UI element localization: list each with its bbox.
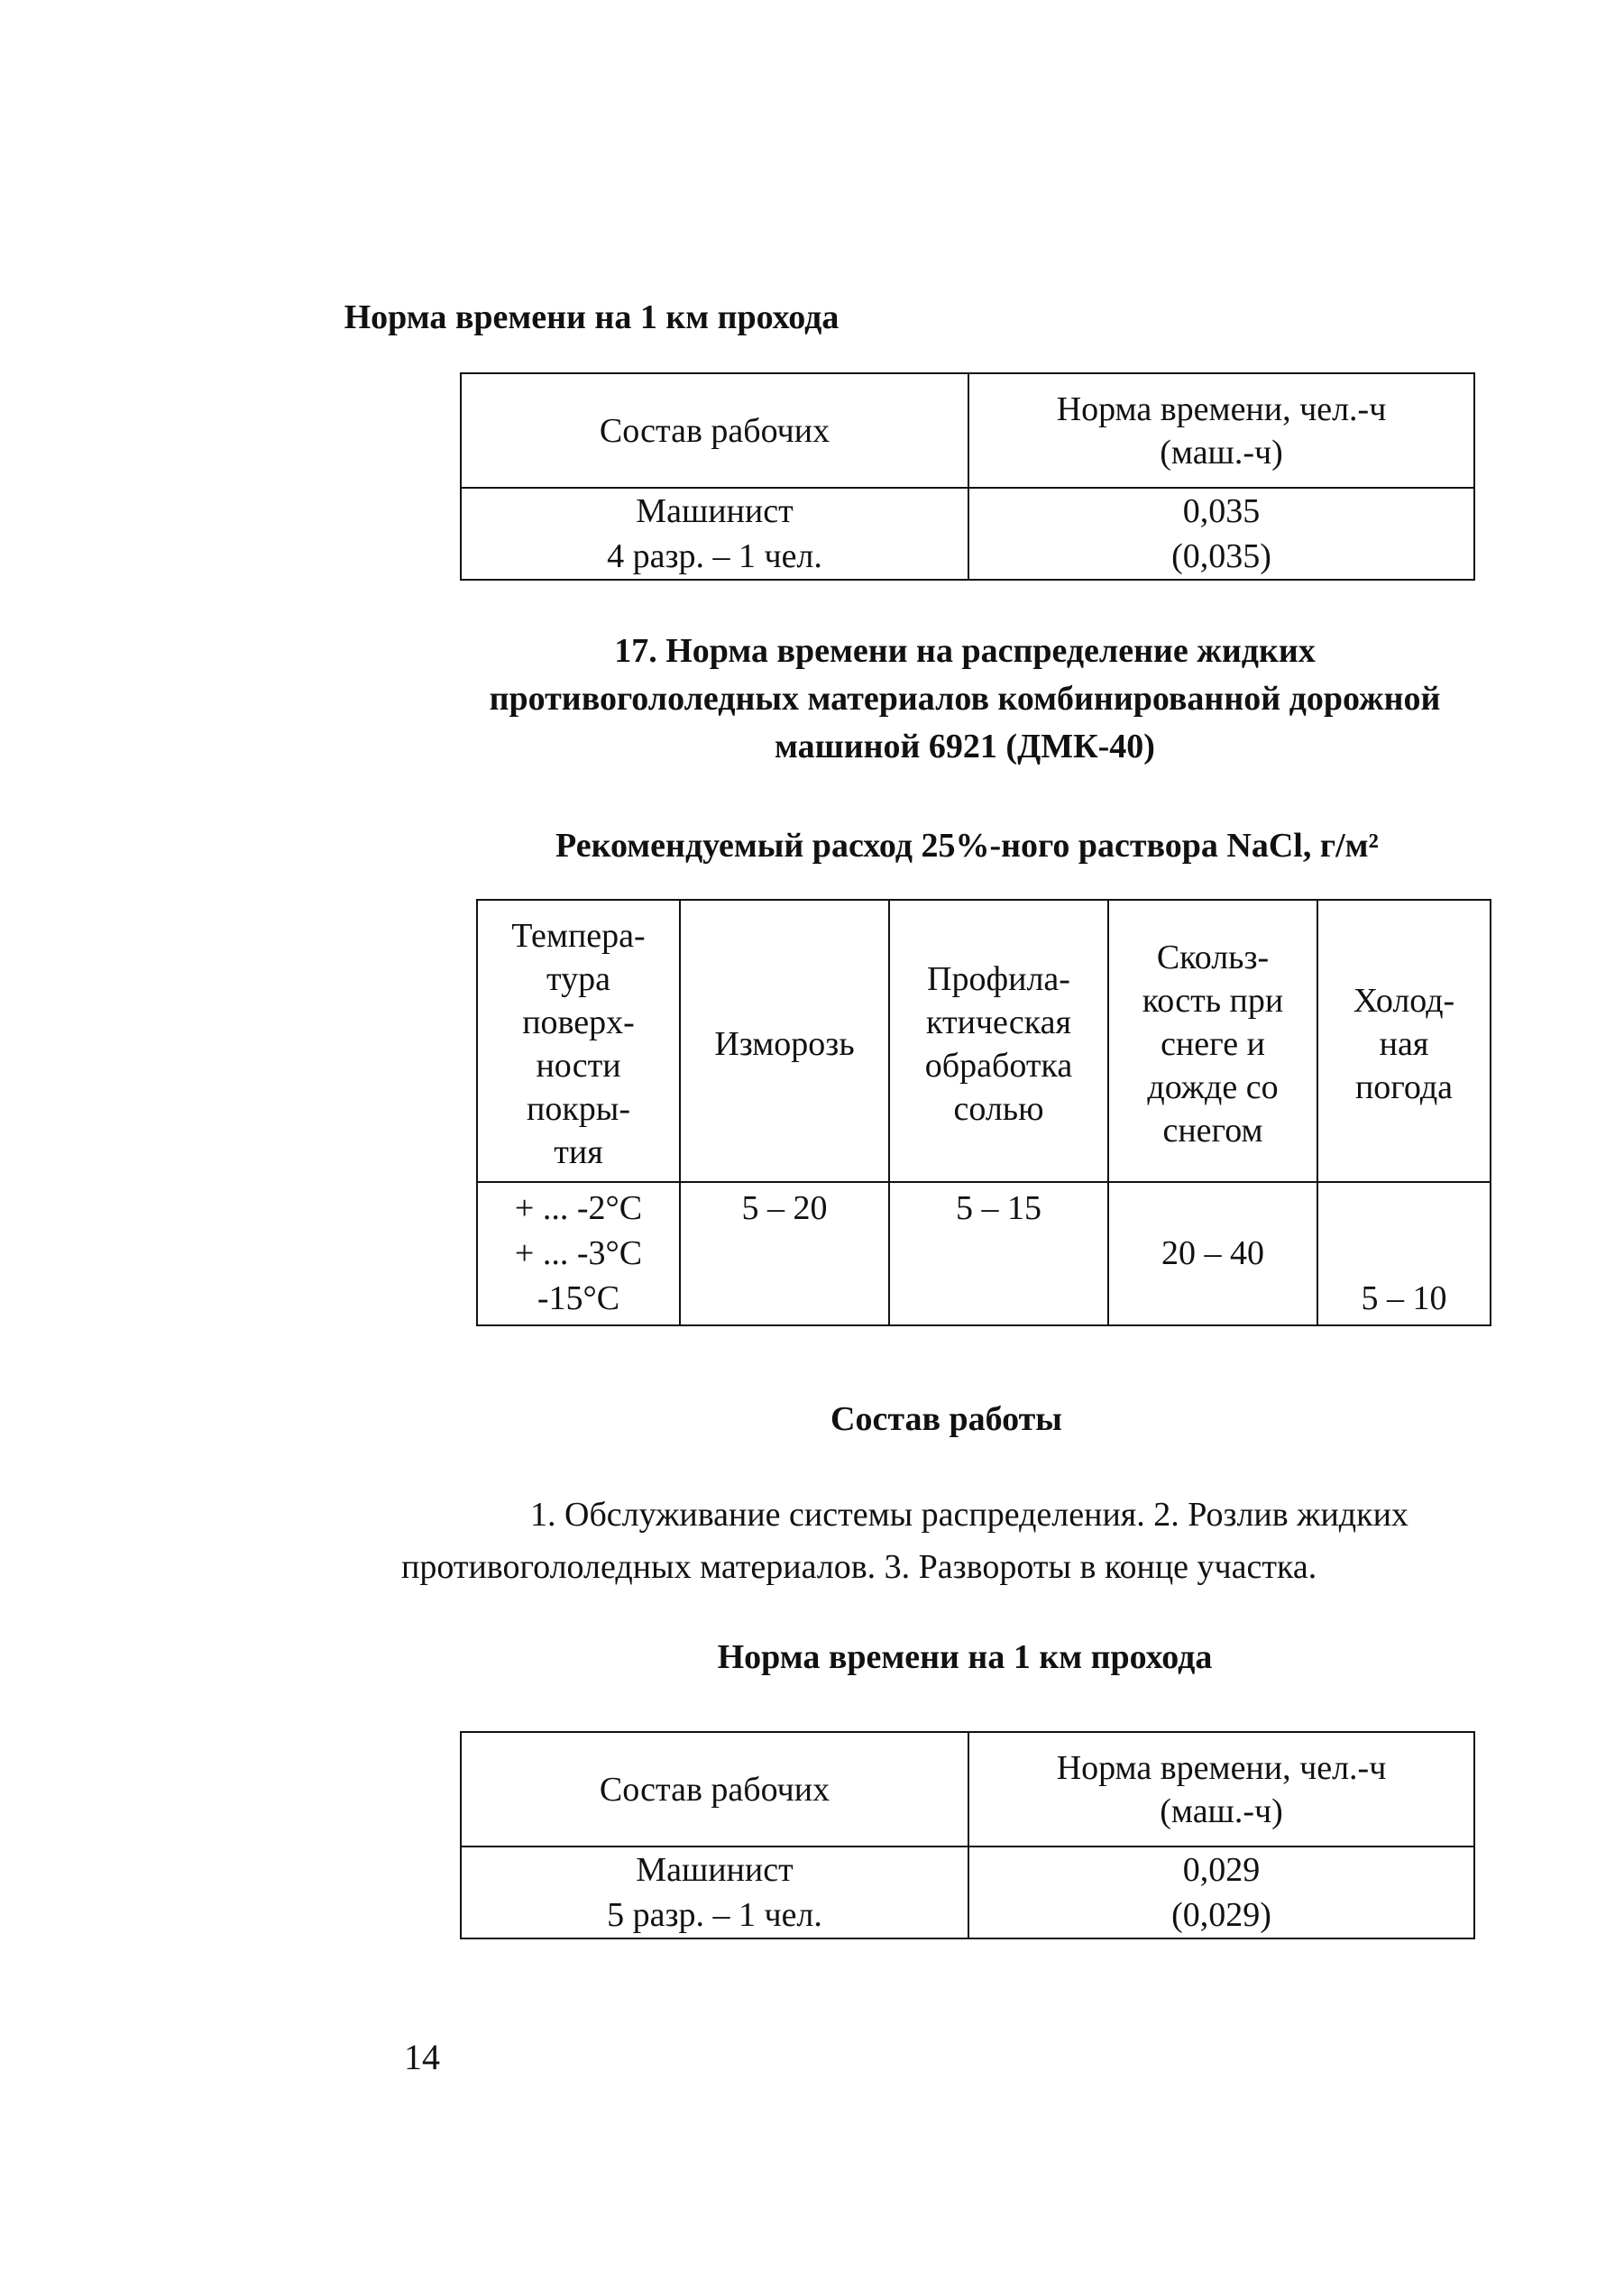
temperature-value: + ... -3°C <box>514 1233 643 1272</box>
cell-slippery <box>1108 1182 1317 1325</box>
header-norm <box>968 373 1474 488</box>
section17-title <box>379 628 1551 771</box>
prophylactic-value: 5 – 15 <box>956 1188 1041 1227</box>
header-norm-unit: (маш.-ч) <box>1160 433 1283 472</box>
norm-machine-value: (0,035) <box>1171 537 1271 575</box>
header-temperature <box>477 900 680 1182</box>
section2-title: Норма времени на 1 км прохода <box>717 1638 1213 1676</box>
header-line: Скольз- <box>1156 938 1270 976</box>
table-row <box>477 1182 1491 1325</box>
header-line: погода <box>1354 1068 1454 1106</box>
header-line: снеге и <box>1161 1024 1265 1063</box>
header-line: Холод- <box>1353 981 1455 1020</box>
cell-norm <box>968 1847 1474 1938</box>
norm-table-1 <box>460 372 1475 581</box>
header-workers-label: Состав рабочих <box>599 411 830 450</box>
work-line: 1. Обслуживание системы распределения. 2. Розлив жидких <box>530 1496 1408 1534</box>
header-line: поверх- <box>522 1003 635 1041</box>
work-title: Состав работы <box>830 1400 1062 1438</box>
norm-machine-value: (0,029) <box>1171 1896 1271 1934</box>
cell-frost <box>680 1182 889 1325</box>
header-prophylactic <box>889 900 1108 1182</box>
consumption-subtitle: Рекомендуемый расход 25%-ного раствора NaCl, г/м² <box>555 827 1379 865</box>
frost-value: 5 – 20 <box>741 1188 828 1227</box>
worker-role: Машинист <box>636 1851 794 1889</box>
norm-value: 0,035 <box>1182 492 1261 530</box>
section17-title-line: машиной 6921 (ДМК-40) <box>775 728 1155 765</box>
header-cold <box>1317 900 1491 1182</box>
header-line: Изморозь <box>714 1024 855 1063</box>
worker-role: Машинист <box>636 492 794 530</box>
header-line: покры- <box>527 1089 630 1128</box>
header-line: тура <box>546 959 610 998</box>
work-line: противогололедных материалов. 3. Развороты в конце участка. <box>401 1548 1317 1586</box>
worker-grade: 4 разр. – 1 чел. <box>607 537 822 575</box>
header-line: солью <box>953 1089 1044 1128</box>
norm-table-2 <box>460 1731 1475 1939</box>
table-header-row <box>461 1732 1474 1847</box>
header-norm-label: Норма времени, чел.-ч <box>1056 389 1387 428</box>
section17-title-line: 17. Норма времени на распределение жидких <box>614 632 1316 670</box>
table-row <box>461 488 1474 580</box>
worker-grade: 5 разр. – 1 чел. <box>607 1896 822 1934</box>
header-slippery <box>1108 900 1317 1182</box>
header-line: снегом <box>1162 1111 1263 1150</box>
cold-value: 5 – 10 <box>1361 1278 1447 1317</box>
slippery-values <box>1109 1187 1317 1322</box>
cell-temperatures <box>477 1182 680 1325</box>
temperature-value: + ... -2°C <box>514 1188 643 1227</box>
header-line: Темпера- <box>511 916 646 955</box>
header-norm-unit: (маш.-ч) <box>1160 1792 1283 1830</box>
norm-value: 0,029 <box>1182 1851 1261 1889</box>
consumption-table <box>476 899 1491 1326</box>
slippery-value: 20 – 40 <box>1161 1233 1264 1272</box>
header-workers-label: Состав рабочих <box>599 1770 830 1809</box>
header-workers <box>461 373 968 488</box>
temperature-list <box>478 1187 679 1322</box>
temperature-value: -15°C <box>537 1278 620 1317</box>
header-line: тия <box>554 1132 603 1171</box>
section17-title-line: противогололедных материалов комбинированной дорожной <box>489 680 1441 718</box>
work-description <box>401 1489 1574 1593</box>
cold-values <box>1318 1187 1490 1322</box>
prophylactic-values <box>890 1187 1107 1322</box>
header-line: кость при <box>1142 981 1284 1020</box>
header-line: ная <box>1379 1024 1429 1063</box>
header-line: ктическая <box>926 1003 1071 1041</box>
header-workers <box>461 1732 968 1847</box>
header-line: обработка <box>924 1046 1073 1085</box>
table-header-row <box>461 373 1474 488</box>
header-norm <box>968 1732 1474 1847</box>
cell-workers <box>461 488 968 580</box>
header-line: дожде со <box>1147 1068 1279 1106</box>
section1-title: Норма времени на 1 км прохода <box>344 298 840 336</box>
cell-norm <box>968 488 1474 580</box>
cell-cold <box>1317 1182 1491 1325</box>
frost-values <box>681 1187 888 1322</box>
page-number: 14 <box>404 2037 440 2077</box>
header-line: Профила- <box>927 959 1070 998</box>
cell-workers <box>461 1847 968 1938</box>
header-frost <box>680 900 889 1182</box>
cell-prophylactic <box>889 1182 1108 1325</box>
table-row <box>461 1847 1474 1938</box>
header-line: ности <box>536 1046 621 1085</box>
header-norm-label: Норма времени, чел.-ч <box>1056 1748 1387 1787</box>
table-header-row <box>477 900 1491 1182</box>
